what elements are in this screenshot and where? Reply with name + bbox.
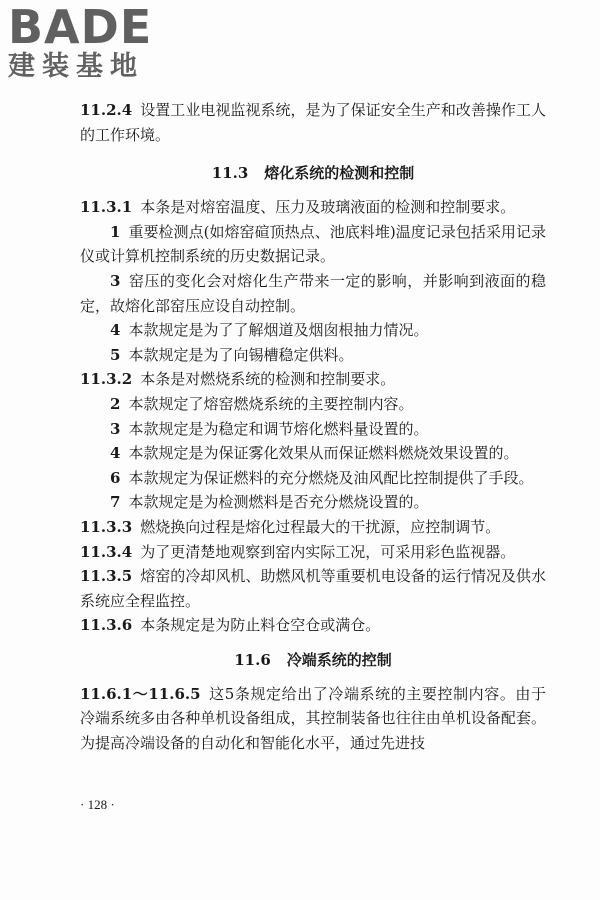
- clause-text: 熔窑的冷却风机、助燃风机等重要机电设备的运行情况及供水系统应全程监控。: [80, 567, 546, 610]
- clause-number: 11.3.2: [80, 370, 133, 389]
- item-7: [80, 490, 546, 515]
- clause-11-3-2: [80, 367, 546, 392]
- clause-text: 本条是对熔窑温度、压力及玻璃液面的检测和控制要求。: [140, 198, 516, 217]
- item-number: 1: [110, 222, 121, 241]
- item-3: [80, 269, 546, 318]
- section-number: 11.3: [211, 164, 249, 183]
- clause-number: 11.3.4: [80, 542, 133, 561]
- item-number: 3: [110, 419, 121, 438]
- page-number: · 128 ·: [80, 797, 115, 812]
- item-text: 重要检测点(如熔窑碹顶热点、池底料堆)温度记录包括采用记录仪或计算机控制系统的历史数据记录。: [80, 222, 546, 266]
- item-text: 本款规定是为稳定和调节熔化燃料量设置的。: [128, 419, 429, 438]
- clause-text: 本条是对燃烧系统的检测和控制要求。: [140, 370, 396, 389]
- item-4: [80, 318, 546, 343]
- section-number: 11.6: [234, 650, 271, 669]
- item-number: 4: [110, 444, 121, 463]
- section-heading-11-3: [80, 161, 546, 185]
- item-text: 本款规定为保证燃料的充分燃烧及油风配比控制提供了手段。: [128, 468, 534, 487]
- clause-text: 这5条规定给出了冷端系统的主要控制内容。由于冷端系统多由各种单机设备组成，其控制装备也往往由单机设备配套。为提高冷端设备的自动化和智能化水平，通过先进技: [80, 684, 546, 753]
- item-3: [80, 417, 546, 442]
- item-text: 本款规定是为保证雾化效果从而保证燃料燃烧效果设置的。: [128, 444, 519, 463]
- clause-number: 11.3.3: [80, 517, 133, 536]
- section-title: 冷端系统的控制: [286, 650, 392, 669]
- clause-number: 11.2.4: [80, 101, 133, 119]
- clause-text: 设置工业电视监视系统，是为了保证安全生产和改善操作工人的工作环境。: [80, 101, 546, 144]
- clause-number: 11.3.6: [80, 616, 133, 635]
- logo-subtitle: 建装基地: [8, 51, 144, 82]
- item-1: [80, 220, 546, 269]
- item-6: [80, 466, 546, 491]
- clause-11-3-3: [80, 515, 546, 540]
- section-title: 熔化系统的检测和控制: [264, 164, 415, 183]
- logo-brand-text: BADE: [8, 0, 153, 54]
- section-heading-11-6: [80, 648, 546, 672]
- clause-11-6-1-to-5: [80, 682, 546, 756]
- clause-11-3-6: [80, 613, 546, 638]
- item-text: 本款规定了熔窑燃烧系统的主要控制内容。: [128, 394, 414, 413]
- item-5: [80, 343, 546, 368]
- item-number: 3: [110, 271, 121, 290]
- clause-number: 11.6.1～11.6.5: [80, 684, 201, 703]
- clause-text: 本条规定是为防止料仓空仓或满仓。: [140, 616, 381, 635]
- brand-logo: [8, 2, 178, 82]
- clause-number: 11.3.5: [80, 567, 133, 586]
- item-text: 窑压的变化会对熔化生产带来一定的影响，并影响到液面的稳定，故熔化部窑压应设自动控制。: [80, 271, 546, 315]
- item-2: [80, 392, 546, 417]
- document-body: [80, 98, 546, 756]
- clause-text: 为了更清楚地观察到窑内实际工况，可采用彩色监视器。: [140, 542, 516, 561]
- clause-number: 11.3.1: [80, 198, 133, 217]
- clause-11-3-5: [80, 564, 546, 613]
- item-4: [80, 441, 546, 466]
- item-number: 7: [110, 493, 121, 512]
- item-number: 5: [110, 345, 121, 364]
- item-text: 本款规定是为检测燃料是否充分燃烧设置的。: [128, 493, 429, 512]
- item-number: 2: [110, 394, 121, 413]
- item-text: 本款规定是为了了解烟道及烟囱根抽力情况。: [128, 321, 429, 340]
- clause-11-3-4: [80, 540, 546, 565]
- item-number: 4: [110, 321, 121, 340]
- clause-11-3-1: [80, 195, 546, 220]
- clause-11-2-4: [80, 98, 546, 147]
- item-text: 本款规定是为了向锡槽稳定供料。: [128, 345, 354, 364]
- item-number: 6: [110, 468, 121, 487]
- clause-text: 燃烧换向过程是熔化过程最大的干扰源，应控制调节。: [140, 517, 501, 536]
